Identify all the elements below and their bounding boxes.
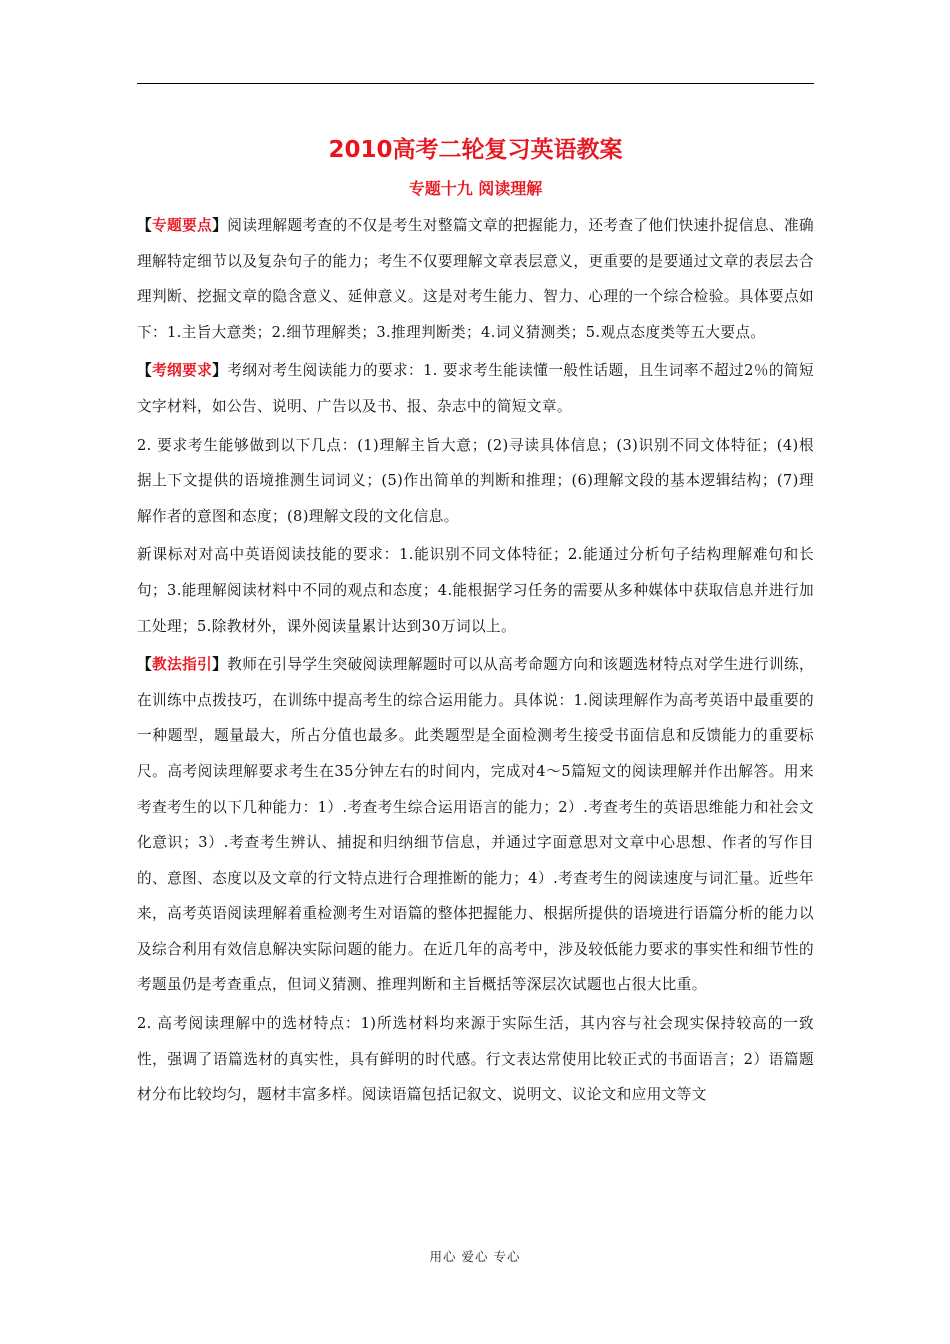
document-body [137, 128, 814, 1116]
paragraph-teaching-guide [137, 647, 814, 1003]
section-tag: 【专题要点】 [137, 217, 228, 234]
paragraph-text: 阅读理解题考查的不仅是考生对整篇文章的把握能力，还考查了他们快速扑捉信息、准确理解特定细节以及复杂句子的能力；考生不仅要理解文章表层意义，更重要的是要通过文章的表层去合理判断、挖掘文章的隐含意义、延伸意义。这是对考生能力、智力、心理的一个综合检验。具体要点如下：1.主旨大意类；2.细节理解类；3.推理判断类；4.词义猜测类；5.观点态度类等五大要点。 [137, 217, 814, 341]
paragraph-text: 教师在引导学生突破阅读理解题时可以从高考命题方向和该题选材特点对学生进行训练，在训练中点拨技巧，在训练中提高考生的综合运用能力。具体说：1.阅读理解作为高考英语中最重要的一种题型，题量最大，所占分值也最多。此类题型是全面检测考生接受书面信息和反馈能力的重要标尺。高考阅读理解要求考生在35分钟左右的时间内，完成对4～5篇短文的阅读理解并作出解答。用来考查考生的以下几种能力：1）.考查考生综合运用语言的能力；2）.考查考生的英语思维能力和社会文化意识；3）.考查考生辨认、捕捉和归纳细节信息，并通过字面意思对文章中心思想、作者的写作目的、意图、态度以及文章的行文特点进行合理推断的能力；4）.考查考生的阅读速度与词汇量。近些年来，高考英语阅读理解着重检测考生对语篇的整体把握能力、根据所提供的语境进行语篇分析的能力以及综合利用有效信息解决实际问题的能力。在近几年的高考中，涉及较低能力要求的事实性和细节性的考题虽仍是考查重点，但词义猜测、推理判断和主旨概括等深层次试题也占很大比重。 [137, 656, 814, 994]
paragraph-text: 2. 高考阅读理解中的选材特点：1)所选材料均来源于实际生活，其内容与社会现实保持较高的一致性，强调了语篇选材的真实性，具有鲜明的时代感。行文表达常使用比较正式的书面语言；2）语篇题材分布比较均匀，题材丰富多样。阅读语篇包括记叙文、说明文、议论文和应用文等文 [137, 1015, 814, 1104]
page-footer: 用心 爱心 专心 [429, 1249, 521, 1264]
paragraph-text: 新课标对对高中英语阅读技能的要求：1.能识别不同文体特征；2.能通过分析句子结构理解难句和长句；3.能理解阅读材料中不同的观点和态度；4.能根据学习任务的需要从多种媒体中获取信息并进行加工处理；5.除教材外，课外阅读量累计达到30万词以上。 [137, 546, 814, 635]
section-tag-label: 考纲要求 [152, 362, 213, 380]
section-tag-label: 专题要点 [152, 217, 213, 234]
paragraph-key-points [137, 208, 814, 350]
paragraph-text: 考纲对考生阅读能力的要求：1. 要求考生能读懂一般性话题，且生词率不超过2％的简短文字材料，如公告、说明、广告以及书、报、杂志中的简短文章。 [137, 362, 814, 415]
section-tag-label: 教法指引 [152, 656, 213, 674]
section-tag: 【教法指引】 [137, 656, 228, 674]
section-tag: 【考纲要求】 [137, 362, 228, 380]
paragraph-material-features [137, 1006, 814, 1113]
paragraph-text: 2. 要求考生能够做到以下几点：(1)理解主旨大意；(2)寻读具体信息；(3)识别不同文体特征；(4)根据上下文提供的语境推测生词词义；(5)作出简单的判断和推理；(6)理解文段的基本逻辑结构；(7)理解作者的意图和态度；(8)理解文段的文化信息。 [137, 436, 814, 525]
header-rule [137, 83, 814, 84]
paragraph-syllabus [137, 353, 814, 424]
paragraph-requirements-list [137, 428, 814, 535]
document-subtitle: 专题十九 阅读理解 [408, 179, 543, 198]
paragraph-new-curriculum [137, 537, 814, 644]
document-title: 2010高考二轮复习英语教案 [328, 137, 623, 163]
